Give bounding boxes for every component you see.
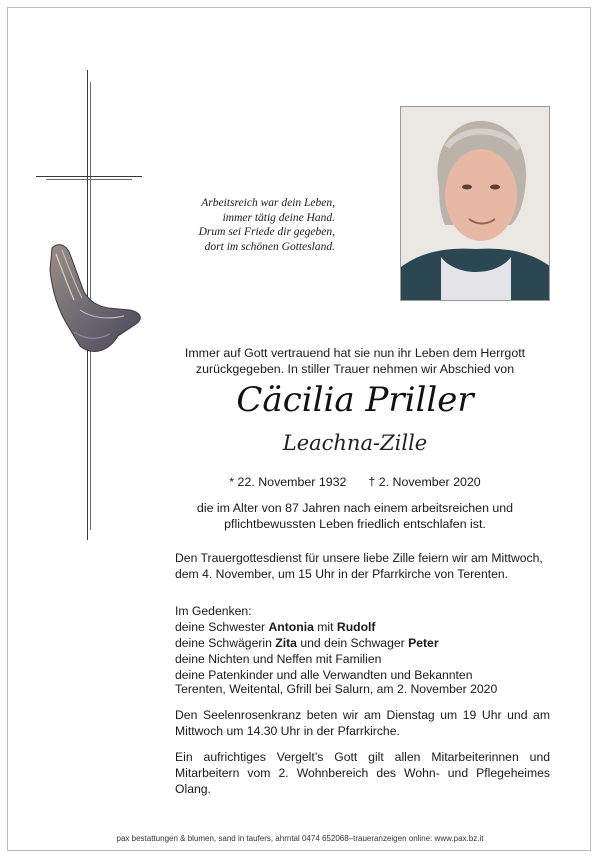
age-line: pflichtbewussten Leben friedlich entschlafen ist. xyxy=(224,517,486,531)
memory-line: deine Schwester Antonia mit Rudolf xyxy=(175,620,376,634)
footer-credit: pax bestattungen & blumen, sand in taufers, ahrntal 0474 652068–traueranzeigen online: www.pax.bz.it xyxy=(116,834,484,843)
funeral-line: dem 4. November, um 15 Uhr in der Pfarrkirche von Terenten. xyxy=(175,567,509,581)
place-date: Terenten, Weitental, Gfrill bei Salurn, am 2. November 2020 xyxy=(175,682,498,696)
thanks-text: Ein aufrichtiges Vergelt’s Gott gilt allen Mitarbeiterinnen und Mitarbeitern vom 2. Wohnbereich des Wohn- und Pflegeheimes Olang. xyxy=(175,750,550,796)
deceased-nickname: Leachna-Zille xyxy=(282,431,428,455)
rosary-text: Den Seelenrosenkranz beten wir am Dienstag um 19 Uhr und am Mittwoch um 14.30 Uhr in der Pfarrkirche. xyxy=(175,708,550,738)
memory-line: deine Schwägerin Zita und dein Schwager Peter xyxy=(175,636,439,650)
age-line: die im Alter von 87 Jahren nach einem arbeitsreichen und xyxy=(196,501,514,515)
intro-line: zurückgegeben. In stiller Trauer nehmen wir Abschied von xyxy=(195,362,515,376)
poem-line: immer tätig deine Hand. xyxy=(222,211,335,224)
funeral-line: Den Trauergottesdienst für unsere liebe Zille feiern wir am Mittwoch, xyxy=(175,551,543,565)
age-text xyxy=(170,500,540,532)
poem-line: Arbeitsreich war dein Leben, xyxy=(201,197,335,209)
birth-date: * 22. November 1932 xyxy=(229,475,347,489)
life-dates xyxy=(170,475,540,489)
memory-section xyxy=(175,603,550,683)
praying-hands-icon xyxy=(44,240,146,360)
death-date: † 2. November 2020 xyxy=(368,475,481,489)
poem xyxy=(155,196,335,254)
memory-line: deine Patenkinder und alle Verwandten und Bekannten xyxy=(175,668,473,682)
poem-line: Drum sei Friede dir gegeben, xyxy=(198,226,335,238)
intro-text xyxy=(170,345,540,377)
memory-heading: Im Gedenken: xyxy=(175,604,252,618)
deceased-name: Cäcilia Priller xyxy=(236,380,474,420)
poem-line: dort im schönen Gottesland. xyxy=(204,240,335,253)
portrait-photo xyxy=(400,106,550,301)
funeral-text xyxy=(175,550,550,582)
intro-line: Immer auf Gott vertrauend hat sie nun ihr Leben dem Herrgott xyxy=(184,346,526,360)
memory-line: deine Nichten und Neffen mit Familien xyxy=(175,652,382,666)
